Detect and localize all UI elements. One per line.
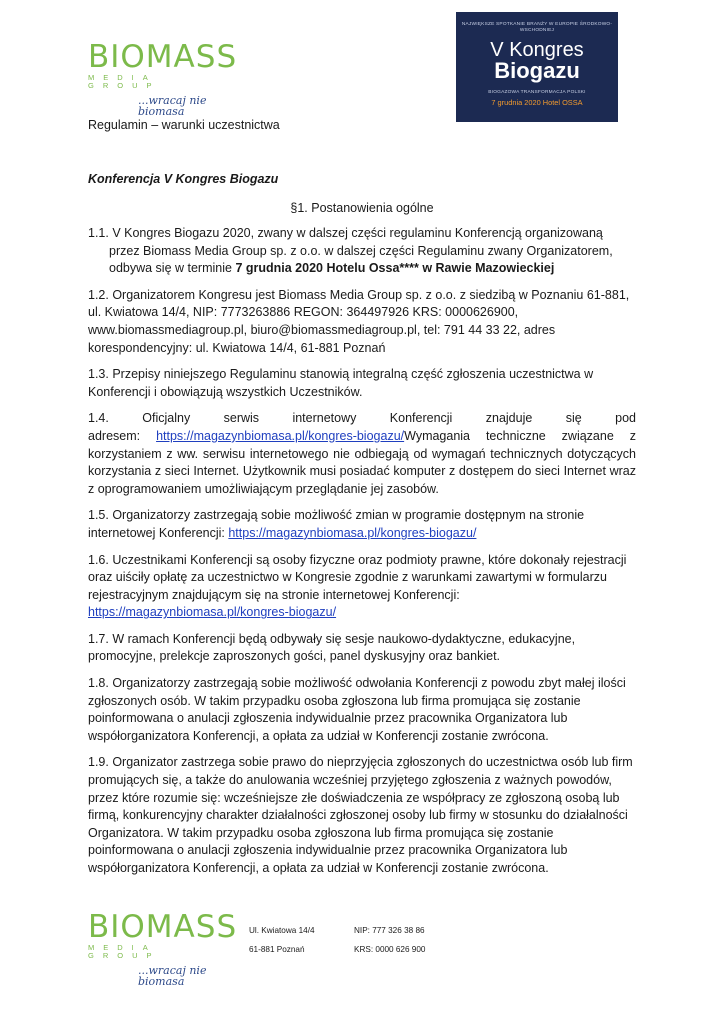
paragraph-1-2: 1.2. Organizatorem Kongresu jest Biomass Media Group sp. z o.o. z siedzibą w Poznaniu 61-881, ul. Kwiatowa 14/4, NIP: 7773263886 REGON: 364497926 KRS: 0000626900, www.biomassmediagroup.pl, biuro@biomassmediagroup.pl, tel: 791 44 33 22, adres korespondencyjny: ul. Kwiatowa 14/4, 61-881 Poznań [88, 287, 630, 355]
logo-subtitle: MEDIA GROUP [88, 943, 161, 960]
paragraph-1-4 [88, 410, 636, 498]
logo-tagline: ...wracaj nie biomasa [138, 964, 207, 988]
banner-kongres: V Kongres [490, 39, 584, 62]
paragraph-1-6-text: 1.6. Uczestnikami Konferencji są osoby fizyczne oraz podmioty prawne, które dokonały rejestracji oraz uiściły opłatę za uczestnictwo w Kongresie zgodnie z warunkami zawartymi w formularzu rejestracyjnym znajdującym się na stronie internetowej Konferencji: [88, 552, 627, 602]
paragraph-1-4-rest: Wymagania techniczne związane z korzystaniem z ww. serwisu internetowego nie odbiegają od wymagań technicznych dotyczących korzystania z sieci Internet. Użytkownik musi posiadać komputer z dostępem do sieci Internet wraz z oprogramowaniem umożliwiającym przeglądanie jej zasobów. [88, 428, 636, 496]
kongres-banner [456, 12, 618, 122]
footer-street: Ul. Kwiatowa 14/4 [249, 926, 315, 935]
logo-word: BIOMASS [88, 39, 238, 75]
document-subtitle: Regulamin – warunki uczestnictwa [88, 118, 280, 132]
biomass-logo-footer [88, 909, 238, 988]
paragraph-1-1 [88, 225, 636, 278]
footer-address [249, 926, 315, 955]
section-title: §1. Postanowienia ogólne [290, 201, 434, 215]
paragraph-1-8: 1.8. Organizatorzy zastrzegają sobie możliwość odwołania Konferencji z powodu zbyt małej ilości zgłoszonych osób. W takim przypadku osoba zgłoszona lub firma promująca się zostanie poinformowana o anulacji zgłoszenia indywidualnie przez pracownika Organizatora lub współorganizatora Konferencji, a opłata za udział w Konferencji zostanie zwrócona. [88, 676, 626, 743]
logo-word: BIOMASS [88, 909, 238, 945]
paragraph-1-6 [88, 552, 636, 622]
kongres-link[interactable]: https://magazynbiomasa.pl/kongres-biogazu/ [88, 605, 337, 620]
biomass-logo-top [88, 39, 238, 118]
banner-date: 7 grudnia 2020 Hotel OSSA [491, 98, 583, 108]
footer-krs: KRS: 0000 626 900 [354, 944, 426, 954]
footer-city: 61-881 Poznań [249, 944, 305, 954]
paragraph-1-3: 1.3. Przepisy niniejszego Regulaminu stanowią integralną część zgłoszenia uczestnictwa w Konferencji i obowiązują wszystkich Uczestników. [88, 367, 594, 399]
event-date-location: 7 grudnia 2020 Hotelu Ossa**** w Rawie Mazowieckiej [235, 261, 555, 276]
logo-tagline: ...wracaj nie biomasa [138, 94, 207, 118]
regulations-body [88, 225, 636, 887]
conference-title: Konferencja V Kongres Biogazu [88, 172, 279, 186]
paragraph-1-4-intro: 1.4. Oficjalny serwis internetowy Konferencji znajduje się pod adresem: [88, 411, 636, 443]
banner-small-text: NAJWIĘKSZE SPOTKANIE BRANŻY W EUROPIE ŚRODKOWO-WSCHODNIEJ [461, 22, 613, 34]
kongres-link[interactable]: https://magazynbiomasa.pl/kongres-biogazu/ [228, 525, 477, 540]
paragraph-1-9: 1.9. Organizator zastrzega sobie prawo do nieprzyjęcia zgłoszonych do uczestnictwa osób lub firm promujących się, a także do anulowania wcześniej przyjętego zgłoszenia z ważnych powodów, przez które rozumie się: wcześniejsze złe doświadczenia ze współpracy ze zgłoszoną osobą lub firmą, konkurencyjny charakter działalności zgłoszonej osoby lub firmy w stosunku do działalności Organizatora. W takim przypadku osoba zgłoszona lub firma promująca się zostanie poinformowana o anulacji zgłoszenia indywidualnie przez pracownika Organizatora lub współorganizatora Konferencji, a opłata za udział w Konferencji zostanie zwrócona. [88, 755, 633, 875]
paragraph-1-5-text: 1.5. Organizatorzy zastrzegają sobie możliwość zmian w programie dostępnym na stronie internetowej Konferencji: [88, 508, 585, 540]
footer-registration [354, 926, 425, 955]
paragraph-1-5 [88, 507, 636, 542]
paragraph-1-7: 1.7. W ramach Konferencji będą odbywały się sesje naukowo-dydaktyczne, edukacyjne, promocyjne, prelekcje zaproszonych gości, panel dyskusyjny oraz bankiet. [88, 631, 576, 664]
kongres-link[interactable]: https://magazynbiomasa.pl/kongres-biogazu/ [156, 428, 405, 443]
logo-subtitle: MEDIA GROUP [88, 73, 161, 90]
footer-nip: NIP: 777 326 38 86 [354, 926, 425, 935]
banner-biogazu: Biogazu [494, 58, 580, 84]
banner-transform: BIOGAZOWA TRANSFORMACJA POLSKI [488, 90, 586, 96]
paragraph-1-1-text: 1.1. V Kongres Biogazu 2020, zwany w dalszej części regulaminu Konferencją organizowaną przez Biomass Media Group sp. z o.o. w dalszej części Regulaminu zwany Organizatorem, odbywa się w terminie [88, 226, 613, 276]
